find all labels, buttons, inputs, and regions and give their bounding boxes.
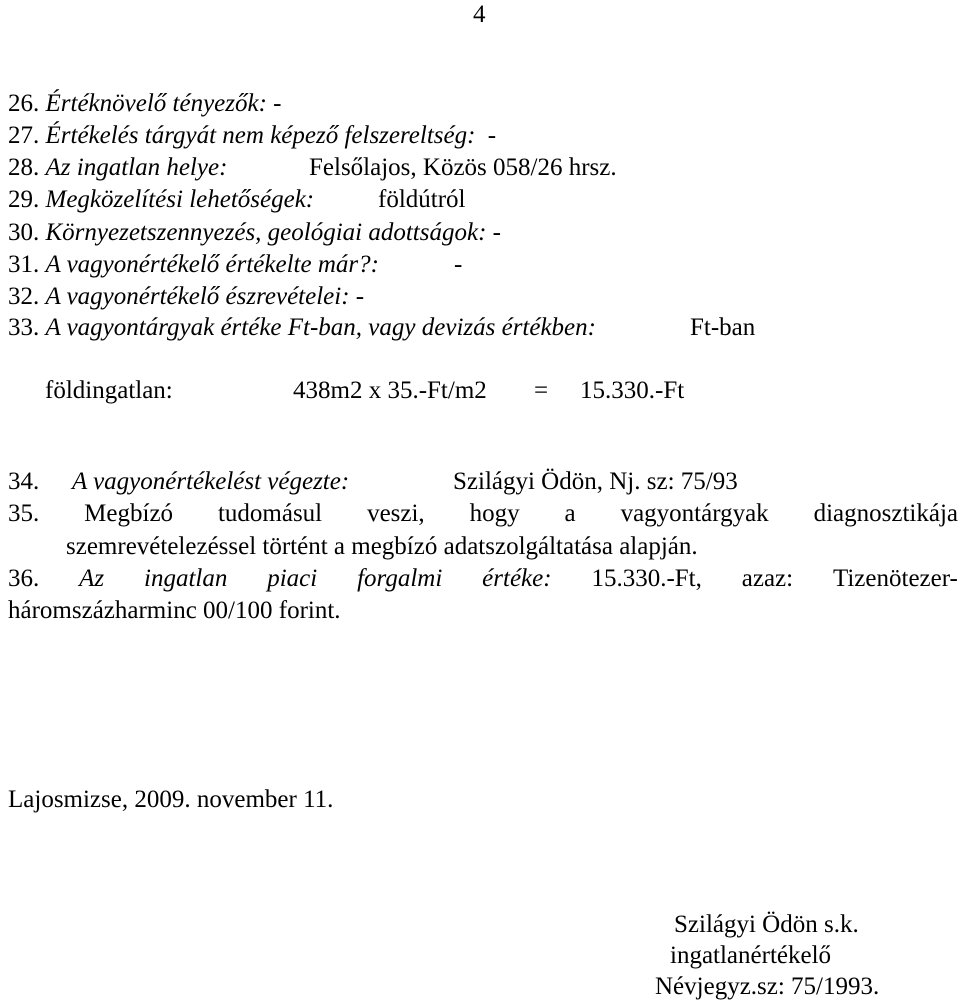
word: vagyontárgyak xyxy=(620,500,769,527)
item-number: 29. xyxy=(8,186,40,213)
item-30 xyxy=(8,218,501,248)
word: forgalmi xyxy=(357,565,443,592)
item-number: 33. xyxy=(8,314,40,341)
item-number: 28. xyxy=(8,154,40,181)
item-36-line2: háromszázharminc 00/100 forint. xyxy=(8,597,341,624)
word: tudomásul xyxy=(217,500,323,527)
item-31 xyxy=(8,250,379,280)
item-28 xyxy=(8,153,227,183)
word: hogy xyxy=(469,500,520,527)
item-label: A vagyontárgyak értéke Ft-ban, vagy devizás értékben: xyxy=(45,314,596,341)
item-label: A vagyonértékelő észrevételei: xyxy=(45,283,350,310)
item-35-line2: szemrevételezéssel történt a megbízó adatszolgáltatása alapján. xyxy=(66,533,698,560)
word: 15.330.-Ft, xyxy=(591,565,702,592)
item-label: Környezetszennyezés, geológiai adottságok: xyxy=(45,219,487,246)
item-value: - xyxy=(487,122,497,149)
word: Az xyxy=(79,565,105,592)
item-27 xyxy=(8,121,496,151)
signature-title: ingatlanértékelő xyxy=(670,942,832,969)
signature-reg: Névjegyz.sz: 75/1993. xyxy=(655,973,880,1000)
item-35-line1 xyxy=(8,499,958,529)
item-number: 35. xyxy=(8,500,40,527)
calc-result: 15.330.-Ft xyxy=(580,377,685,404)
item-number: 36. xyxy=(8,565,40,592)
item-number: 32. xyxy=(8,283,40,310)
item-value: - xyxy=(355,283,365,310)
item-33-value: Ft-ban xyxy=(690,314,756,341)
word: Megbízó xyxy=(84,500,174,527)
place-date: Lajosmizse, 2009. november 11. xyxy=(8,786,334,813)
signature-name: Szilágyi Ödön s.k. xyxy=(674,911,859,938)
word: diagnosztikája xyxy=(813,500,958,527)
item-32 xyxy=(8,282,364,312)
item-number: 26. xyxy=(8,90,40,117)
item-34-value: Szilágyi Ödön, Nj. sz: 75/93 xyxy=(453,468,738,495)
word: ingatlan xyxy=(144,565,228,592)
item-value: - xyxy=(492,219,501,246)
item-31-value: - xyxy=(454,251,463,278)
word: Tizenötezer- xyxy=(832,565,958,592)
item-label: Értékelés tárgyát nem képező felszereltség: xyxy=(45,122,476,149)
word: értéke: xyxy=(482,565,552,592)
calc-equals: = xyxy=(534,377,549,404)
item-label: Értéknövelő tényezők: xyxy=(45,90,267,117)
item-number: 30. xyxy=(8,219,40,246)
item-label: Az ingatlan helye: xyxy=(45,154,228,181)
item-36-line1 xyxy=(8,564,958,594)
item-number: 31. xyxy=(8,251,40,278)
item-29-value: földútról xyxy=(378,186,466,213)
page-number: 4 xyxy=(473,1,486,28)
calc-label: földingatlan: xyxy=(45,377,173,404)
item-28-value: Felsőlajos, Közös 058/26 hrsz. xyxy=(309,154,617,181)
item-value: - xyxy=(273,90,282,117)
item-34-label: A vagyonértékelést végezte: xyxy=(72,468,350,495)
word: veszi, xyxy=(367,500,425,527)
item-label: Megközelítési lehetőségek: xyxy=(45,186,315,213)
word: azaz: xyxy=(741,565,794,592)
word: a xyxy=(564,500,576,527)
item-number: 27. xyxy=(8,122,40,149)
word: piaci xyxy=(267,565,318,592)
item-26 xyxy=(8,89,282,119)
calc-formula: 438m2 x 35.-Ft/m2 xyxy=(293,377,487,404)
item-label: A vagyonértékelő értékelte már?: xyxy=(45,251,379,278)
item-34-number: 34. xyxy=(8,468,40,495)
item-29 xyxy=(8,185,314,215)
item-33 xyxy=(8,313,596,343)
